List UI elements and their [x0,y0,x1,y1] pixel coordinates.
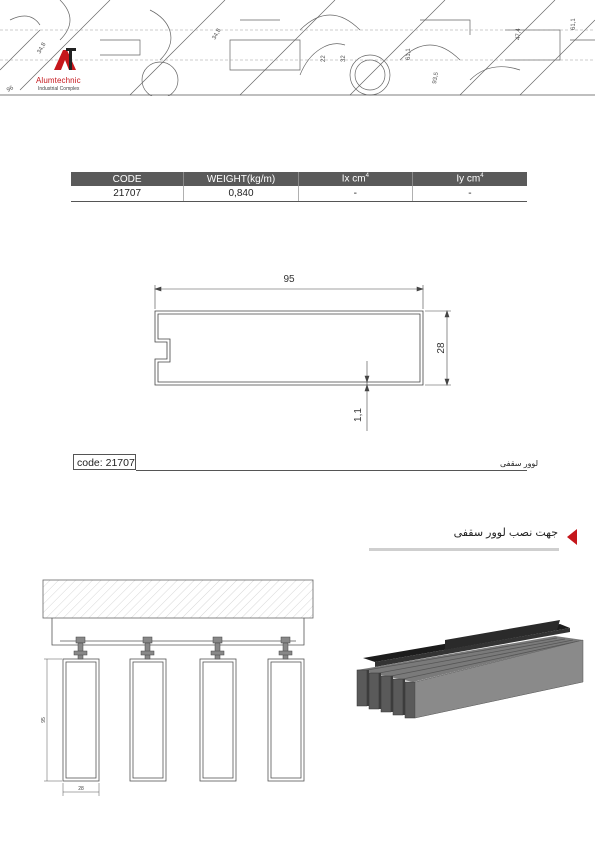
svg-text:32: 32 [341,55,347,62]
brand-logo-icon [54,48,76,70]
header-drawing-band [0,0,595,96]
svg-text:22: 22 [321,55,327,62]
header-ix: Ix $cm^4$ [298,172,412,186]
header-code: CODE [71,172,184,186]
installation-title-rule [369,548,559,551]
svg-text:34,8: 34,8 [36,41,48,55]
brand-name: Alumtechnic [36,76,81,85]
cell-weight: 0,840 [184,186,299,202]
installation-title: جهت نصب لوور سقفی [453,527,558,539]
louver-height-label: 95 [41,717,47,723]
louver-blades [63,659,304,781]
code-label-box: code: 21707 [73,454,136,470]
spec-table [71,172,527,202]
svg-text:47,4: 47,4 [516,28,522,40]
profile-outline [155,311,423,385]
thickness-dimension-label: 1,1 [353,408,364,422]
code-underline [136,470,527,471]
table-row [71,186,527,202]
header-pattern [0,0,595,96]
product-name: لوور سقفی [500,459,538,468]
svg-text:61,1: 61,1 [406,48,412,60]
installation-side-drawing [38,575,323,805]
svg-text:61,1: 61,1 [571,18,577,30]
cell-ix: - [298,186,412,202]
section-arrow-icon [567,529,577,545]
cell-iy: - [412,186,527,202]
header-iy: Iy $cm^4$ [412,172,527,186]
svg-text:34,8: 34,8 [211,27,223,41]
profile-section-drawing [145,265,465,435]
louver-width-label: 28 [78,786,84,792]
height-dimension-label: 28 [436,342,447,354]
installation-3d-render [345,612,585,722]
svg-text:96: 96 [6,85,15,94]
spec-table-header [71,172,527,186]
ceiling-slab [43,580,313,618]
width-dimension-label: 95 [283,274,295,285]
header-weight: WEIGHT(kg/m) [184,172,299,186]
cell-code: 21707 [71,186,184,202]
brand-tagline: Industrial Complex [38,86,80,92]
svg-text:93,5: 93,5 [432,71,440,85]
